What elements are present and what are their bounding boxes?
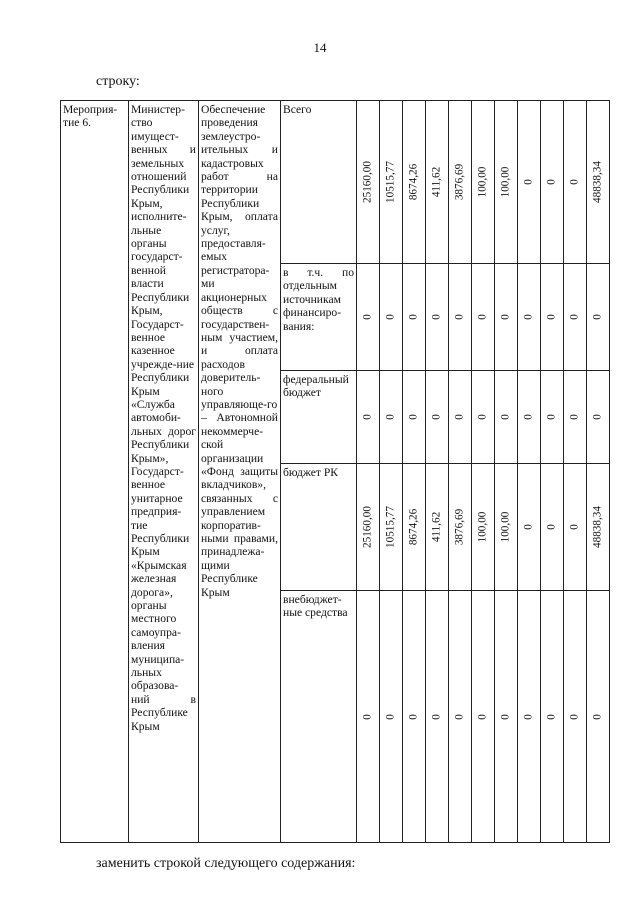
table-row: [61, 101, 610, 264]
value-cell: [518, 371, 541, 464]
value-cell: [380, 591, 403, 843]
value-text: 8674,26: [407, 163, 420, 201]
value-cell: [449, 371, 472, 464]
value-cell: [426, 591, 449, 843]
value-text: 0: [361, 314, 374, 320]
value-cell: [587, 101, 610, 264]
value-text: 0: [568, 713, 581, 720]
value-cell: [564, 101, 587, 264]
value-text: 0: [430, 314, 443, 320]
value-text: 100,00: [476, 166, 489, 198]
value-text: 0: [591, 314, 604, 320]
value-text: 0: [499, 713, 512, 720]
value-text: 0: [430, 713, 443, 720]
value-cell: [403, 371, 426, 464]
value-text: 100,00: [476, 511, 489, 543]
value-text: 100,00: [499, 511, 512, 543]
value-text: 0: [568, 414, 581, 420]
value-cell: [564, 591, 587, 843]
value-text: 0: [522, 713, 535, 720]
value-cell: [426, 371, 449, 464]
value-text: 0: [499, 314, 512, 320]
value-text: 3876,69: [453, 163, 466, 201]
value-cell: [472, 101, 495, 264]
value-text: 0: [407, 314, 420, 320]
value-text: 0: [545, 713, 558, 720]
value-text: 0: [384, 713, 397, 720]
value-cell: [403, 464, 426, 591]
value-cell: [449, 101, 472, 264]
value-text: 0: [522, 314, 535, 320]
value-cell: [541, 371, 564, 464]
table-body: [61, 101, 610, 843]
outro-text: заменить строкой следующего содержания:: [96, 856, 356, 871]
value-cell: [380, 464, 403, 591]
value-cell: [357, 591, 380, 843]
value-cell: [449, 591, 472, 843]
value-cell: [472, 464, 495, 591]
value-text: 0: [568, 314, 581, 320]
value-text: 0: [476, 414, 489, 420]
value-text: 0: [522, 414, 535, 420]
value-cell: [380, 264, 403, 371]
value-cell: [495, 101, 518, 264]
value-text: 0: [407, 713, 420, 720]
funding-source-cell: внебюджет-ные средства: [281, 591, 357, 843]
value-text: 0: [361, 414, 374, 420]
value-text: 10515,77: [384, 161, 397, 203]
page-number: 14: [313, 40, 327, 55]
value-cell: [449, 464, 472, 591]
value-text: 48838,34: [591, 161, 604, 203]
value-text: 0: [499, 414, 512, 420]
value-cell: [380, 371, 403, 464]
value-cell: [472, 371, 495, 464]
value-cell: [541, 591, 564, 843]
value-text: 3876,69: [453, 508, 466, 546]
value-cell: [564, 264, 587, 371]
value-cell: [495, 264, 518, 371]
value-cell: [518, 464, 541, 591]
value-cell: [472, 264, 495, 371]
value-cell: [380, 101, 403, 264]
value-cell: [426, 101, 449, 264]
value-text: 8674,26: [407, 508, 420, 546]
funding-source-cell: в т.ч. по отдельным источникам финансиро-вания:: [281, 264, 357, 371]
value-text: 0: [453, 414, 466, 420]
funding-source-cell: федеральный бюджет: [281, 371, 357, 464]
value-cell: [403, 101, 426, 264]
value-text: 0: [545, 414, 558, 420]
value-cell: [426, 464, 449, 591]
value-cell: [495, 591, 518, 843]
value-cell: [518, 591, 541, 843]
program-measure-table: [60, 100, 610, 843]
value-cell: [518, 101, 541, 264]
value-cell: [495, 464, 518, 591]
value-text: 0: [591, 713, 604, 720]
value-text: 411,62: [430, 511, 443, 543]
value-text: 25160,00: [361, 506, 374, 548]
value-cell: [587, 591, 610, 843]
value-cell: [587, 371, 610, 464]
value-cell: [357, 371, 380, 464]
value-text: 0: [361, 713, 374, 720]
value-text: 0: [384, 314, 397, 320]
funding-source-cell: бюджет РК: [281, 464, 357, 591]
value-text: 48838,34: [591, 506, 604, 548]
value-text: 0: [453, 713, 466, 720]
measure-cell: Мероприя-тие 6.: [61, 101, 129, 843]
value-cell: [472, 591, 495, 843]
value-cell: [564, 464, 587, 591]
value-cell: [357, 264, 380, 371]
value-text: 0: [545, 314, 558, 320]
value-cell: [541, 101, 564, 264]
value-text: 0: [384, 414, 397, 420]
value-text: 411,62: [430, 166, 443, 198]
funding-source-cell: Всего: [281, 101, 357, 264]
value-text: 0: [522, 179, 535, 185]
value-cell: [564, 371, 587, 464]
value-text: 10515,77: [384, 506, 397, 548]
value-text: 0: [545, 524, 558, 530]
value-text: 0: [568, 524, 581, 530]
value-cell: [403, 264, 426, 371]
value-cell: [449, 264, 472, 371]
value-text: 0: [430, 414, 443, 420]
value-cell: [426, 264, 449, 371]
value-text: 0: [453, 314, 466, 320]
value-cell: [587, 464, 610, 591]
value-text: 0: [476, 713, 489, 720]
value-text: 0: [407, 414, 420, 420]
value-text: 0: [591, 414, 604, 420]
value-cell: [357, 101, 380, 264]
value-text: 0: [476, 314, 489, 320]
value-text: 0: [522, 524, 535, 530]
value-cell: [587, 264, 610, 371]
value-text: 0: [545, 179, 558, 185]
value-cell: [403, 591, 426, 843]
description-cell: Обеспечение проведения землеустро-ительных и кадастровых работ на территории Республики Крым, оплата услуг, предоставля-емых регистратора-ми акционерных обществ с государствен-ным участием, и оплата расходов доверитель-ного управляюще-го – Автономной некоммерче-ской организации «Фонд защиты вкладчиков», связанных с управлением корпоратив-ными правами, принадлежа-щими Республике Крым: [199, 101, 281, 843]
value-text: 100,00: [499, 166, 512, 198]
value-cell: [541, 464, 564, 591]
value-cell: [357, 464, 380, 591]
value-cell: [495, 371, 518, 464]
executor-cell: Министер-ство имущест-венных и земельных отношений Республики Крым, исполните-льные органы государст-венной власти Республики Крым, Государст-венное казенное учрежде-ние Республики Крым «Служба автомоби-льных дорог Республики Крым», Государст-венное унитарное предприя-тие Республики Крым «Крымская железная дорога», органы местного самоупра-вления муниципа-льных образова-ний в Республике Крым: [129, 101, 199, 843]
value-cell: [541, 264, 564, 371]
intro-text: строку:: [96, 74, 140, 89]
value-cell: [518, 264, 541, 371]
value-text: 25160,00: [361, 161, 374, 203]
value-text: 0: [568, 179, 581, 185]
